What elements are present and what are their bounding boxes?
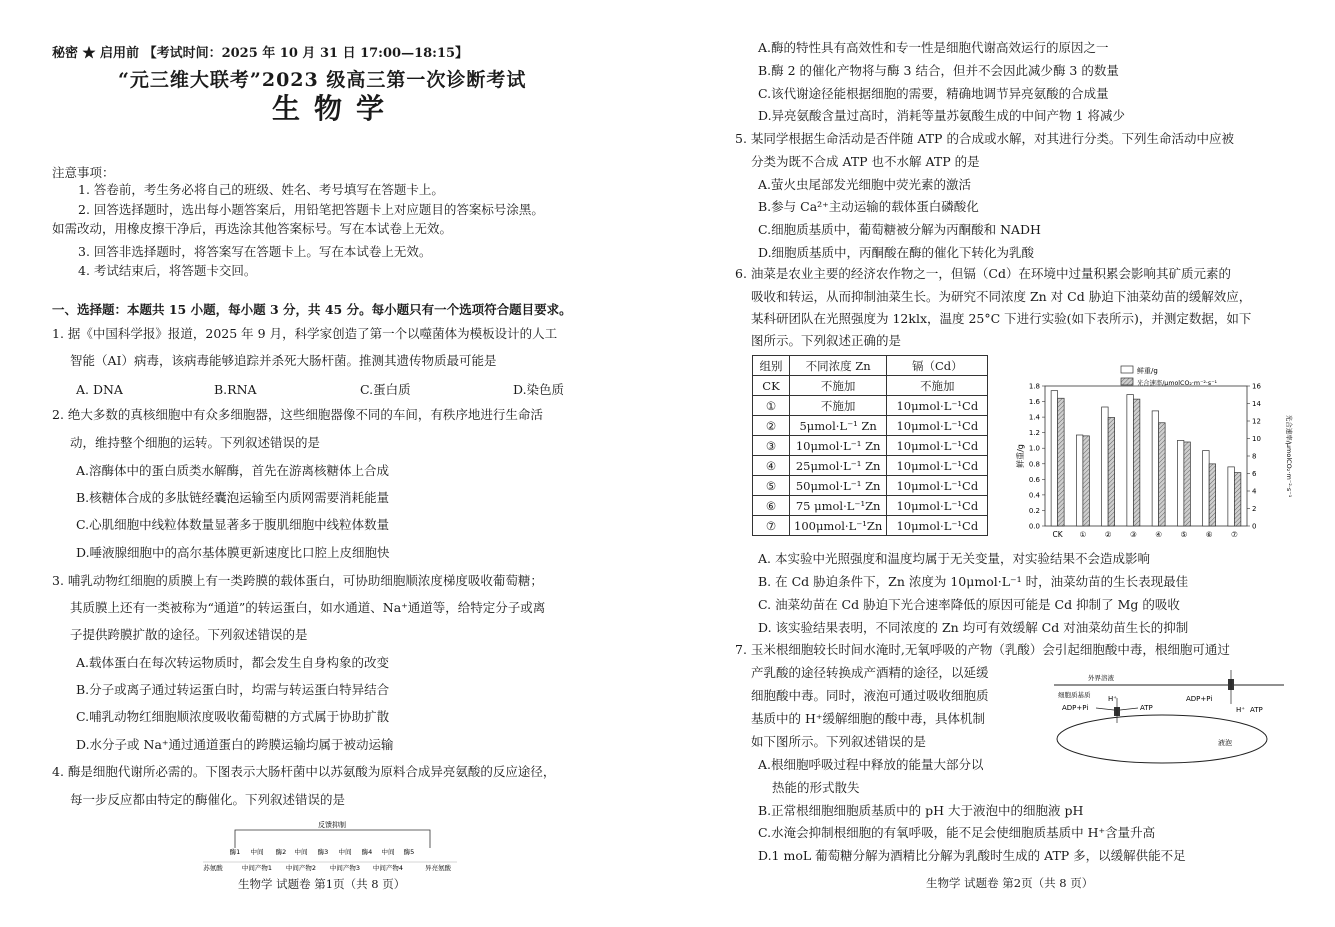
table-cell: 不施加 <box>887 376 988 396</box>
notice-line: 如需改动，用橡皮擦干净后，再选涂其他答案标号。写在本试卷上无效。 <box>52 221 453 236</box>
question-6-stem: 图所示。下列叙述正确的是 <box>751 333 902 348</box>
arrow-line <box>1096 708 1114 710</box>
question-3-stem: 子提供跨膜扩散的途径。下列叙述错误的是 <box>70 627 308 642</box>
table-row <box>753 396 988 416</box>
enzyme-label: 酶4 <box>361 848 373 856</box>
question-3-option: A.载体蛋白在每次转运物质时，都会发生自身构象的改变 <box>76 655 390 670</box>
question-7-option: D.1 moL 葡萄糖分解为酒精比分解为乳酸时生成的 ATP 多，以缓解供能不足 <box>758 848 1186 863</box>
bar-photosynthesis <box>1083 436 1090 526</box>
question-5-option: C.细胞质基质中，葡萄糖被分解为丙酮酸和 NADH <box>758 222 1041 237</box>
legend-label: 光合速率/μmolCO₂·m⁻²·s⁻¹ <box>1137 380 1218 387</box>
question-7-option: B.正常根细胞细胞质基质中的 pH 大于液泡中的细胞液 pH <box>758 803 1084 818</box>
table-cell: 10μmol·L⁻¹Cd <box>887 496 988 516</box>
x-tick-label: ⑦ <box>1231 530 1238 539</box>
subject-title: 生物学 <box>272 92 399 125</box>
x-tick-label: ⑥ <box>1205 530 1213 539</box>
table-row <box>753 456 988 476</box>
table-cell: ⑤ <box>753 476 790 496</box>
left-tick-label: 0.4 <box>1028 491 1040 500</box>
page-2 <box>668 0 1335 927</box>
outside-label: 外界溶液 <box>1088 674 1114 682</box>
intermediate-top-label: 中间 <box>381 848 395 856</box>
notice-line: 2. 回答选择题时，选出每小题答案后，用铅笔把答题卡上对应题目的答案标号涂黑。 <box>78 202 544 217</box>
table-row <box>753 496 988 516</box>
bar-fresh-weight <box>1051 391 1058 526</box>
table-cell: 5μmol·L⁻¹ Zn <box>790 416 887 436</box>
table-header-cell: 镉（Cd） <box>887 356 988 376</box>
question-7-stem: 如下图所示。下列叙述错误的是 <box>751 734 927 749</box>
question-4-option: D.异亮氨酸含量过高时，消耗等量苏氨酸生成的中间产物 1 将减少 <box>758 108 1125 123</box>
adp-label: ADP+Pi <box>1186 695 1213 703</box>
arrow-line <box>1120 708 1138 710</box>
x-tick-label: ④ <box>1155 530 1162 539</box>
question-1-option: A. DNA <box>76 382 123 397</box>
intermediate-label: 中间产物4 <box>372 864 404 872</box>
table-row <box>753 516 988 536</box>
bar-fresh-weight <box>1152 411 1159 526</box>
question-7-stem: 7. 玉米根细胞较长时间水淹时,无氧呼吸的产物（乳酸）会引起细胞酸中毒，根细胞可通过 <box>735 642 1230 657</box>
intermediate-top-label: 中间 <box>250 848 264 856</box>
question-5-option: B.参与 Ca²⁺主动运输的载体蛋白磷酸化 <box>758 199 979 214</box>
table-cell: ⑦ <box>753 516 790 536</box>
intermediate-top-label: 中间 <box>294 848 308 856</box>
table-cell: CK <box>753 376 790 396</box>
table-cell: 50μmol·L⁻¹ Zn <box>790 476 887 496</box>
page-footer: 生物学 试题卷 第1页（共 8 页） <box>238 877 406 891</box>
notice-line: 3. 回答非选择题时，将答案写在答题卡上。写在本试卷上无效。 <box>78 244 432 259</box>
left-tick-label: 1.2 <box>1028 429 1040 438</box>
right-tick-label: 4 <box>1252 487 1257 496</box>
question-3-option: D.水分子或 Na⁺通过通道蛋白的跨膜运输均属于被动运输 <box>76 737 394 752</box>
table-cell: 25μmol·L⁻¹ Zn <box>790 456 887 476</box>
h-ion-label: H⁺ <box>1236 706 1245 714</box>
bar-fresh-weight <box>1127 395 1134 526</box>
bar-photosynthesis <box>1058 398 1065 526</box>
table-cell: ① <box>753 396 790 416</box>
legend-swatch-photosynthesis <box>1121 378 1133 385</box>
table-row <box>753 476 988 496</box>
question-1-option: C.蛋白质 <box>360 382 411 397</box>
bar-fresh-weight <box>1203 451 1210 526</box>
question-2-option: D.唾液腺细胞中的高尔基体膜更新速度比口腔上皮细胞快 <box>76 545 390 560</box>
question-6-option: D. 该实验结果表明，不同浓度的 Zn 均可有效缓解 Cd 对油菜幼苗生长的抑制 <box>758 620 1189 635</box>
question-6-stem: 某科研团队在光照强度为 12klx，温度 25°C 下进行实验(如下表所示)，并测定数据，如下 <box>751 311 1252 326</box>
vacuole-outline <box>1057 715 1267 763</box>
x-tick-label: ① <box>1079 530 1087 539</box>
h-ion-label: H⁺ <box>1108 695 1117 703</box>
table-cell: 100μmol·L⁻¹Zn <box>790 516 887 536</box>
question-4-stem: 每一步反应都由特定的酶催化。下列叙述错误的是 <box>70 792 346 807</box>
question-3-stem: 3. 哺乳动物红细胞的质膜上有一类跨膜的载体蛋白，可协助细胞顺浓度梯度吸收葡萄糖； <box>52 573 543 588</box>
table-row <box>753 376 988 396</box>
vacuole-label: 液泡 <box>1218 739 1232 747</box>
question-5-stem: 5. 某同学根据生命活动是否伴随 ATP 的合成或水解，对其进行分类。下列生命活动中应被 <box>735 131 1234 146</box>
bar-photosynthesis <box>1234 473 1241 526</box>
question-5-option: D.细胞质基质中，丙酮酸在酶的催化下转化为乳酸 <box>758 245 1035 260</box>
table-cell: 10μmol·L⁻¹ Zn <box>790 436 887 456</box>
bar-photosynthesis <box>1108 418 1115 527</box>
table-cell: 10μmol·L⁻¹Cd <box>887 396 988 416</box>
question-3-stem: 其质膜上还有一类被称为“通道”的转运蛋白，如水通道、Na⁺通道等，给特定分子或离 <box>70 600 546 615</box>
left-tick-label: 0.8 <box>1028 460 1040 469</box>
table-cell: 10μmol·L⁻¹Cd <box>887 436 988 456</box>
right-tick-label: 8 <box>1252 452 1257 461</box>
cytoplasm-label: 细胞质基质 <box>1058 691 1091 699</box>
table-cell: 不施加 <box>790 396 887 416</box>
intermediate-label: 中间产物2 <box>285 864 317 872</box>
x-tick-label: ③ <box>1130 530 1137 539</box>
right-tick-label: 14 <box>1252 400 1261 408</box>
question-6-stem: 6. 油菜是农业主要的经济农作物之一，但镉（Cd）在环境中过量积累会影响其矿质元素的 <box>735 266 1231 281</box>
left-tick-label: 1.4 <box>1028 413 1040 422</box>
question-2-stem: 动，维持整个细胞的运转。下列叙述错误的是 <box>70 435 321 450</box>
question-7-stem: 基质中的 H⁺缓解细胞的酸中毒，具体机制 <box>751 711 985 726</box>
table-cell: 10μmol·L⁻¹Cd <box>887 516 988 536</box>
table-header-cell: 不同浓度 Zn <box>790 356 887 376</box>
adp-label: ADP+Pi <box>1062 704 1089 712</box>
legend <box>1121 366 1218 387</box>
right-tick-label: 6 <box>1252 470 1257 478</box>
question-7-option: C.水淹会抑制根细胞的有氧呼吸，能不足会使细胞质基质中 H⁺含量升高 <box>758 825 1156 840</box>
table-row <box>753 416 988 436</box>
enzyme-label: 酶2 <box>275 848 287 856</box>
notice-line: 1. 答卷前，考生务必将自己的班级、姓名、考号填写在答题卡上。 <box>78 182 444 197</box>
plot-frame <box>1045 386 1247 526</box>
enzyme-label: 酶5 <box>403 848 415 856</box>
bar-fresh-weight <box>1228 467 1235 526</box>
experiment-table <box>752 355 988 536</box>
question-6-option: A. 本实验中光照强度和温度均属于无关变量，对实验结果不会造成影响 <box>758 551 1150 566</box>
question-1-option: D.染色质 <box>513 382 565 397</box>
right-tick-label: 10 <box>1252 435 1261 443</box>
table-cell: 75 μmol·L⁻¹Zn <box>790 496 887 516</box>
page-footer: 生物学 试题卷 第2页（共 8 页） <box>926 876 1094 890</box>
right-tick-label: 16 <box>1252 382 1261 391</box>
question-5-option: A.萤火虫尾部发光细胞中荧光素的激活 <box>758 177 972 192</box>
intermediate-label: 中间产物3 <box>329 864 361 872</box>
left-tick-label: 1.8 <box>1028 382 1040 391</box>
question-4-stem: 4. 酶是细胞代谢所必需的。下图表示大肠杆菌中以苏氨酸为原料合成异亮氨酸的反应途径， <box>52 764 556 779</box>
substrate-label: 苏氨酸 <box>203 864 223 872</box>
notice-heading: 注意事项： <box>52 165 115 180</box>
left-tick-label: 0.6 <box>1028 475 1040 484</box>
table-cell: ④ <box>753 456 790 476</box>
atp-label: ATP <box>1140 704 1153 712</box>
table-cell: 10μmol·L⁻¹Cd <box>887 456 988 476</box>
question-1-stem: 智能（AI）病毒，该病毒能够追踪并杀死大肠杆菌。推测其遗传物质最可能是 <box>70 353 497 368</box>
question-2-option: B.核糖体合成的多肽链经囊泡运输至内质网需要消耗能量 <box>76 490 390 505</box>
exam-title: “元三维大联考”2023 级高三第一次诊断考试 <box>118 69 527 91</box>
question-2-option: C.心肌细胞中线粒体数量显著多于腹肌细胞中线粒体数量 <box>76 517 390 532</box>
question-2-option: A.溶酶体中的蛋白质类水解酶，首先在游离核糖体上合成 <box>76 463 390 478</box>
question-7-option: 热能的形式散失 <box>772 780 860 795</box>
question-3-option: C.哺乳动物红细胞顺浓度吸收葡萄糖的方式属于协助扩散 <box>76 709 390 724</box>
left-axis-label: 鲜重/g <box>1016 444 1025 468</box>
question-6-option: C. 油菜幼苗在 Cd 胁迫下光合速率降低的原因可能是 Cd 抑制了 Mg 的吸收 <box>758 597 1180 612</box>
question-7-stem: 产乳酸的途径转换成产酒精的途径，以延缓 <box>751 665 989 680</box>
enzyme-label: 酶3 <box>317 848 329 856</box>
question-7-stem: 细胞酸中毒。同时，液泡可通过吸收细胞质 <box>751 688 989 703</box>
bar-fresh-weight <box>1076 435 1083 526</box>
page-1 <box>0 0 667 927</box>
left-tick-label: 0.2 <box>1028 506 1040 515</box>
bar-photosynthesis <box>1184 442 1191 526</box>
photosynthesis-bar-chart <box>1003 364 1295 550</box>
table-cell: ② <box>753 416 790 436</box>
question-7-option: A.根细胞呼吸过程中释放的能量大部分以 <box>758 757 984 772</box>
table-cell: ⑥ <box>753 496 790 516</box>
exam-header: 秘密 ★ 启用前 【考试时间：2025 年 10 月 31 日 17:00—18:15】 <box>52 46 469 61</box>
bar-fresh-weight <box>1177 440 1184 526</box>
section-heading: 一、选择题：本题共 15 小题，每小题 3 分，共 45 分。每小题只有一个选项符合题目要求。 <box>52 302 572 317</box>
bar-fresh-weight <box>1102 407 1109 526</box>
question-5-stem: 分类为既不合成 ATP 也不水解 ATP 的是 <box>751 154 980 169</box>
right-tick-label: 2 <box>1252 505 1257 513</box>
table-cell: 10μmol·L⁻¹Cd <box>887 476 988 496</box>
legend-swatch-fresh-weight <box>1121 366 1133 373</box>
x-tick-label: CK <box>1052 530 1063 539</box>
question-4-option: A.酶的特性具有高效性和专一性是细胞代谢高效运行的原因之一 <box>758 40 1109 55</box>
atp-label: ATP <box>1250 706 1263 714</box>
bar-photosynthesis <box>1133 399 1140 526</box>
right-axis-label: 光合速率/μmolCO₂·m⁻²·s⁻¹ <box>1285 414 1293 498</box>
table-row <box>753 436 988 456</box>
x-tick-label: ⑤ <box>1180 530 1188 539</box>
enzyme-label: 酶1 <box>229 848 241 856</box>
intermediate-label: 中间产物1 <box>241 864 273 872</box>
question-2-stem: 2. 绝大多数的真核细胞中有众多细胞器，这些细胞器像不同的车间，有秩序地进行生命活 <box>52 407 543 422</box>
feedback-line <box>235 830 430 848</box>
left-tick-label: 1.0 <box>1028 444 1040 453</box>
question-1-stem: 1. 据《中国科学报》报道，2025 年 9 月，科学家创造了第一个以噬菌体为模板设计的人工 <box>52 326 558 341</box>
legend-label: 鲜重/g <box>1137 367 1158 375</box>
notice-line: 4. 考试结束后，将答题卡交回。 <box>78 263 257 278</box>
question-4-option: B.酶 2 的催化产物将与酶 3 结合，但并不会因此减少酶 3 的数量 <box>758 63 1119 78</box>
table-cell: 不施加 <box>790 376 887 396</box>
feedback-label: 反馈抑制 <box>318 821 346 829</box>
left-tick-label: 0.0 <box>1028 522 1040 531</box>
product-label: 异亮氨酸 <box>425 864 451 872</box>
table-cell: 10μmol·L⁻¹Cd <box>887 416 988 436</box>
right-tick-label: 0 <box>1252 522 1257 531</box>
question-6-stem: 吸收和转运，从而抑制油菜生长。为研究不同浓度 Zn 对 Cd 胁迫下油菜幼苗的缓解效应， <box>751 289 1252 304</box>
x-tick-label: ② <box>1104 530 1112 539</box>
table-cell: ③ <box>753 436 790 456</box>
question-6-option: B. 在 Cd 胁迫条件下，Zn 浓度为 10μmol·L⁻¹ 时，油菜幼苗的生长表现最佳 <box>758 574 1189 589</box>
table-header-row <box>753 356 988 376</box>
question-3-option: B.分子或离子通过转运蛋白时，均需与转运蛋白特异结合 <box>76 682 390 697</box>
vacuole-diagram <box>1050 668 1286 768</box>
bar-photosynthesis <box>1159 423 1166 526</box>
plot-area <box>1029 383 1262 540</box>
right-tick-label: 12 <box>1252 417 1261 426</box>
pathway-diagram <box>195 818 465 876</box>
question-1-option: B.RNA <box>214 382 257 397</box>
bar-photosynthesis <box>1209 464 1216 526</box>
question-4-option: C.该代谢途径能根据细胞的需要，精确地调节异亮氨酸的合成量 <box>758 86 1109 101</box>
table-header-cell: 组别 <box>753 356 790 376</box>
intermediate-top-label: 中间 <box>338 848 352 856</box>
left-tick-label: 1.6 <box>1028 398 1040 407</box>
